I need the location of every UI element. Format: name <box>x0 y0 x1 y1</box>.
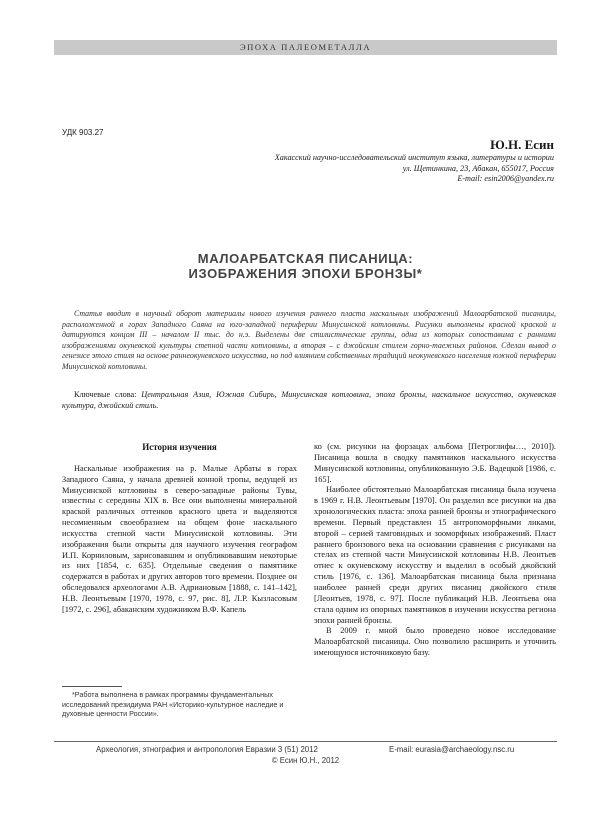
keywords <box>62 390 556 411</box>
abstract: Статья вводит в научный оборот материалы нового изучения раннего пласта наскальных изображений Малоарбатской писаницы, расположенной в горах Западного Саяна на юго-западной периферии Минусинской котловины. Рисунки выполнены красной краской и датируются концом III – началом II тыс. до н.э. Выделены две стилистические группы, одна из которых сопоставима с ранними изображениями окуневской культуры степной части котловины, а вторая – с джойским стилем горно-таежных районов. Сделан вывод о генезисе этого стиля на основе раннеокуневского искусства, но под влиянием собственных традиций неокуневского населения южной периферии Минусинской котловины. <box>62 309 556 371</box>
affiliation-email[interactable]: E-mail: esin2006@yandex.ru <box>457 174 554 183</box>
body-column-left <box>62 442 297 616</box>
footnote: *Работа выполнена в рамках программы фундаментальных исследований президиума РАН «Историко-культурное наследие и духовные ценности России». <box>62 690 284 719</box>
udk-code: УДК 903.27 <box>62 128 104 137</box>
copyright: © Есин Ю.Н., 2012 <box>271 756 340 765</box>
author-name: Ю.Н. Есин <box>490 137 554 152</box>
affiliation-address: ул. Щетинкина, 23, Абакан, 655017, Россия <box>402 163 554 173</box>
body-paragraph: Наскальные изображения на р. Малые Арбаты в горах Западного Саяна, у начала древней конной тропы, ведущей из Минусинской котловины в северо-западные районы Тувы, известны с середины XIX в. Все они выполнены минеральной краской различных оттенков красного цвета и выделяются несомненным своеобразием на общем фоне наскального искусства степной части Минусинской котловины. Эти изображения были открыты для научного изучения географом И.П. Корниловым, зарисовавшим и опубликовавшим некоторые из них [1854, с. 635]. Отдельные сведения о памятнике содержатся в работах и других авторов того времени. Позднее он обследовался археологами А.В. Адриановым [1888, с. 141–142], Н.В. Леонтьевым [1970, 1978, с. 97, рис. 8], Л.Р. Кызласовым [1972, с. 296], абаканским художником В.Ф. Капель <box>62 463 297 614</box>
section-heading: История изучения <box>142 442 217 452</box>
keywords-label: Ключевые слова: <box>74 390 137 399</box>
keywords-value: Центральная Азия, Южная Сибирь, Минусинская котловина, эпоха бронзы, наскальное искусство, окуневская культура, джойский стиль. <box>62 390 557 410</box>
running-header: ЭПОХА ПАЛЕОМЕТАЛЛА <box>54 40 557 55</box>
article-title-line2: ИЗОБРАЖЕНИЯ ЭПОХИ БРОНЗЫ* <box>188 266 423 281</box>
article-title-line1: МАЛОАРБАТСКАЯ ПИСАНИЦА: <box>197 251 414 266</box>
author-affiliation <box>194 153 554 185</box>
footnote-rule <box>62 686 122 687</box>
journal-email[interactable]: E-mail: eurasia@archaeology.nsc.ru <box>389 745 515 754</box>
body-paragraph-continued: ко (см. рисунки на форзацах альбома [Петроглифы…, 2010]). Писаница вошла в сводку памятников наскального искусства Минусинской котловины, опубликованную Э.Б. Вадецкой [1986, с. 165]. <box>314 442 556 484</box>
body-paragraph: Наиболее обстоятельно Малоарбатская писаница была изучена в 1969 г. Н.В. Леонтьевым [1970]. Он разделил все рисунки на два хронологических пласта: эпоха ранней бронзы и этнографического времени. Первый представлен 15 антропоморфными ликами, второй – серией тамговидных и зооморфных изображений. Пласт раннего бронзового века на основании сравнения с рисунками на стелах из степной части Минусинской котловины Н.В. Леонтьев отнес к окуневскому искусству и выделил в особый джойский стиль [1976, с. 136]. Малоарбатская писаница была признана наиболее ранней среди других писаниц джойского стиля [Леонтьев, 1978, с. 97]. После публикаций Н.В. Леонтьева она стала одним из опорных памятников в изучении искусства региона эпохи ранней бронзы. <box>314 485 556 625</box>
body-column-right <box>314 442 556 659</box>
body-paragraph: В 2009 г. мной было проведено новое исследование Малоарбатской писаницы. Оно позволило расширить и уточнить имеющуюся источниковую базу. <box>314 626 556 658</box>
affiliation-institute: Хакасский научно-исследовательский институт языка, литературы и истории <box>274 153 554 162</box>
journal-citation: Археология, этнография и антропология Евразии 3 (51) 2012 <box>96 745 318 754</box>
footer-rule <box>54 741 557 742</box>
